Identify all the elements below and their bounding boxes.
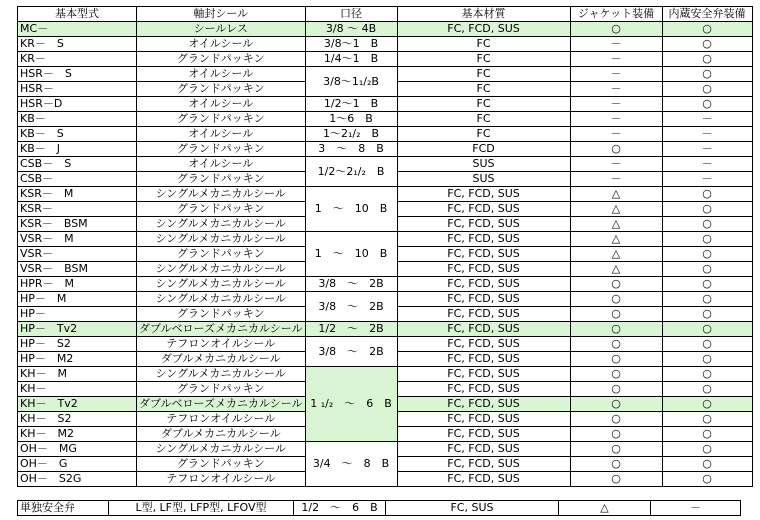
size-cell: 1/4～1 B	[305, 52, 397, 67]
header-size: 口径	[305, 7, 397, 22]
table-row	[18, 112, 753, 127]
seal-cell: グランドパッキン	[137, 52, 306, 67]
material-cell: FC	[397, 52, 570, 67]
model-cell: OH－ S2G	[18, 472, 137, 487]
model-cell: HSR－	[18, 82, 137, 97]
relief-valve-cell: ○	[662, 52, 752, 67]
model-cell: HP－ Tv2	[18, 322, 137, 337]
table-row	[18, 97, 753, 112]
table-row	[18, 37, 753, 52]
relief-valve-cell: ○	[662, 37, 752, 52]
relief-valve-cell: －	[662, 142, 752, 157]
model-cell: HP－ S2	[18, 337, 137, 352]
jacket-cell: ○	[570, 397, 662, 412]
seal-cell: シングルメカニカルシール	[137, 217, 306, 232]
seal-cell: テフロンオイルシール	[137, 337, 306, 352]
seal-cell: グランドパッキン	[137, 382, 306, 397]
relief-valve-cell: －	[662, 127, 752, 142]
relief-valve-cell: ○	[662, 427, 752, 442]
model-cell: KH－ M	[18, 367, 137, 382]
model-cell: KH－	[18, 382, 137, 397]
seal-cell: テフロンオイルシール	[137, 412, 306, 427]
material-cell: FC, FCD, SUS	[397, 232, 570, 247]
standalone-valve-table	[17, 500, 741, 516]
model-cell: VSR－ BSM	[18, 262, 137, 277]
seal-cell: グランドパッキン	[137, 112, 306, 127]
table-row	[18, 157, 753, 172]
relief-valve-cell: ○	[662, 262, 752, 277]
size-cell: 3/8 ～ 2B	[305, 337, 397, 367]
jacket-cell: ○	[570, 442, 662, 457]
relief-valve-cell: ○	[662, 457, 752, 472]
standalone-valve: －	[651, 501, 741, 516]
jacket-cell: －	[570, 82, 662, 97]
seal-cell: テフロンオイルシール	[137, 472, 306, 487]
jacket-cell: ○	[570, 322, 662, 337]
seal-cell: オイルシール	[137, 157, 306, 172]
size-cell: 3/8 ～ 4B	[305, 22, 397, 37]
material-cell: FC	[397, 97, 570, 112]
model-cell: HP－ M	[18, 292, 137, 307]
relief-valve-cell: ○	[662, 292, 752, 307]
material-cell: FC, FCD, SUS	[397, 217, 570, 232]
jacket-cell: ○	[570, 352, 662, 367]
relief-valve-cell: ○	[662, 202, 752, 217]
material-cell: FC, FCD, SUS	[397, 202, 570, 217]
model-cell: VSR－ M	[18, 232, 137, 247]
model-cell: KR－	[18, 52, 137, 67]
jacket-cell: ○	[570, 457, 662, 472]
seal-cell: グランドパッキン	[137, 202, 306, 217]
table-row	[18, 442, 753, 457]
table-row	[18, 52, 753, 67]
relief-valve-cell: ○	[662, 217, 752, 232]
seal-cell: シングルメカニカルシール	[137, 367, 306, 382]
seal-cell: シングルメカニカルシール	[137, 232, 306, 247]
material-cell: FC, FCD, SUS	[397, 382, 570, 397]
model-cell: KR－ S	[18, 37, 137, 52]
relief-valve-cell: ○	[662, 97, 752, 112]
model-cell: OH－ G	[18, 457, 137, 472]
seal-cell: シングルメカニカルシール	[137, 442, 306, 457]
seal-cell: グランドパッキン	[137, 142, 306, 157]
model-cell: MC－	[18, 22, 137, 37]
material-cell: SUS	[397, 157, 570, 172]
relief-valve-cell: ○	[662, 82, 752, 97]
jacket-cell: △	[570, 232, 662, 247]
seal-cell: シングルメカニカルシール	[137, 292, 306, 307]
header-material: 基本材質	[397, 7, 570, 22]
relief-valve-cell: ○	[662, 442, 752, 457]
size-cell: 1～6 B	[305, 112, 397, 127]
relief-valve-cell: －	[662, 172, 752, 187]
size-cell: 3/8～1 B	[305, 37, 397, 52]
relief-valve-cell: ○	[662, 22, 752, 37]
jacket-cell: △	[570, 202, 662, 217]
size-cell: 1/2～2₁/₂ B	[305, 157, 397, 187]
material-cell: FC, FCD, SUS	[397, 187, 570, 202]
model-cell: OH－ MG	[18, 442, 137, 457]
jacket-cell: △	[570, 262, 662, 277]
jacket-cell: ○	[570, 412, 662, 427]
size-cell: 1～2₁/₂ B	[305, 127, 397, 142]
jacket-cell: －	[570, 67, 662, 82]
jacket-cell: ○	[570, 22, 662, 37]
material-cell: FC	[397, 67, 570, 82]
model-cell: HSR－D	[18, 97, 137, 112]
seal-cell: オイルシール	[137, 97, 306, 112]
jacket-cell: ○	[570, 427, 662, 442]
jacket-cell: －	[570, 97, 662, 112]
seal-cell: ダブルベローズメカニカルシール	[137, 397, 306, 412]
material-cell: SUS	[397, 172, 570, 187]
jacket-cell: ○	[570, 277, 662, 292]
relief-valve-cell: ○	[662, 412, 752, 427]
seal-cell: ダブルメカニカルシール	[137, 427, 306, 442]
seal-cell: シングルメカニカルシール	[137, 277, 306, 292]
relief-valve-cell: ○	[662, 397, 752, 412]
material-cell: FC, FCD, SUS	[397, 427, 570, 442]
standalone-valve-row	[18, 501, 741, 516]
material-cell: FC, FCD, SUS	[397, 367, 570, 382]
material-cell: FCD	[397, 142, 570, 157]
header-jacket: ジャケット装備	[570, 7, 662, 22]
size-cell: 1 ～ 10 B	[305, 232, 397, 277]
table-row	[18, 292, 753, 307]
relief-valve-cell: ○	[662, 187, 752, 202]
table-row	[18, 337, 753, 352]
table-row	[18, 187, 753, 202]
table-row	[18, 67, 753, 82]
model-cell: CSB－ S	[18, 157, 137, 172]
jacket-cell: ○	[570, 472, 662, 487]
seal-cell: オイルシール	[137, 37, 306, 52]
material-cell: FC, FCD, SUS	[397, 412, 570, 427]
seal-cell: グランドパッキン	[137, 457, 306, 472]
table-row	[18, 277, 753, 292]
material-cell: FC	[397, 37, 570, 52]
material-cell: FC, FCD, SUS	[397, 247, 570, 262]
size-cell: 1 ₁/₂ ～ 6 B	[305, 367, 397, 442]
relief-valve-cell: ○	[662, 382, 752, 397]
model-cell: CSB－	[18, 172, 137, 187]
relief-valve-cell: ○	[662, 337, 752, 352]
seal-cell: グランドパッキン	[137, 247, 306, 262]
jacket-cell: －	[570, 157, 662, 172]
model-cell: KSR－ M	[18, 187, 137, 202]
size-cell: 3/8 ～ 2B	[305, 277, 397, 292]
model-cell: HSR－ S	[18, 67, 137, 82]
material-cell: FC, FCD, SUS	[397, 292, 570, 307]
jacket-cell: △	[570, 217, 662, 232]
seal-cell: ダブルメカニカルシール	[137, 352, 306, 367]
material-cell: FC, FCD, SUS	[397, 457, 570, 472]
size-cell: 1/2～1 B	[305, 97, 397, 112]
seal-cell: シングルメカニカルシール	[137, 262, 306, 277]
model-cell: KH－ Tv2	[18, 397, 137, 412]
table-row	[18, 22, 753, 37]
jacket-cell: －	[570, 172, 662, 187]
header-relief-valve: 内蔵安全弁装備	[662, 7, 752, 22]
jacket-cell: △	[570, 187, 662, 202]
size-cell: 1 ～ 10 B	[305, 187, 397, 232]
model-cell: HPR－ M	[18, 277, 137, 292]
jacket-cell: －	[570, 112, 662, 127]
standalone-material: FC, SUS	[386, 501, 559, 516]
relief-valve-cell: ○	[662, 232, 752, 247]
jacket-cell: ○	[570, 292, 662, 307]
model-cell: HP－	[18, 307, 137, 322]
table-row	[18, 127, 753, 142]
relief-valve-cell: ○	[662, 352, 752, 367]
header-model: 基本型式	[18, 7, 137, 22]
jacket-cell: －	[570, 127, 662, 142]
header-seal: 軸封シール	[137, 7, 306, 22]
table-row	[18, 232, 753, 247]
material-cell: FC, FCD, SUS	[397, 472, 570, 487]
relief-valve-cell: －	[662, 157, 752, 172]
model-cell: KB－	[18, 112, 137, 127]
model-cell: HP－ M2	[18, 352, 137, 367]
relief-valve-cell: ○	[662, 307, 752, 322]
model-cell: KSR－ BSM	[18, 217, 137, 232]
seal-cell: グランドパッキン	[137, 307, 306, 322]
standalone-model: 単独安全弁	[18, 501, 109, 516]
relief-valve-cell: ○	[662, 322, 752, 337]
jacket-cell: ○	[570, 307, 662, 322]
seal-cell: グランドパッキン	[137, 82, 306, 97]
model-cell: KB－ S	[18, 127, 137, 142]
relief-valve-cell: ○	[662, 277, 752, 292]
model-cell: KSR－	[18, 202, 137, 217]
material-cell: FC	[397, 112, 570, 127]
size-cell: 3/4 ～ 8 B	[305, 442, 397, 487]
material-cell: FC, FCD, SUS	[397, 22, 570, 37]
material-cell: FC, FCD, SUS	[397, 322, 570, 337]
seal-cell: オイルシール	[137, 127, 306, 142]
size-cell: 3/8～1₁/₂B	[305, 67, 397, 97]
relief-valve-cell: ○	[662, 247, 752, 262]
model-cell: KB－ J	[18, 142, 137, 157]
material-cell: FC, FCD, SUS	[397, 277, 570, 292]
seal-cell: グランドパッキン	[137, 172, 306, 187]
pump-spec-table	[17, 6, 753, 487]
material-cell: FC, FCD, SUS	[397, 397, 570, 412]
size-cell: 3/8 ～ 2B	[305, 292, 397, 322]
table-row	[18, 322, 753, 337]
jacket-cell: △	[570, 247, 662, 262]
standalone-jacket: △	[559, 501, 651, 516]
jacket-cell: ○	[570, 142, 662, 157]
header-row	[18, 7, 753, 22]
jacket-cell: －	[570, 52, 662, 67]
relief-valve-cell: ○	[662, 472, 752, 487]
size-cell: 1/2 ～ 2B	[305, 322, 397, 337]
model-cell: VSR－	[18, 247, 137, 262]
material-cell: FC	[397, 127, 570, 142]
seal-cell: シングルメカニカルシール	[137, 187, 306, 202]
seal-cell: シールレス	[137, 22, 306, 37]
material-cell: FC, FCD, SUS	[397, 352, 570, 367]
model-cell: KH－ M2	[18, 427, 137, 442]
standalone-types: L型, LF型, LFP型, LFOV型	[109, 501, 294, 516]
seal-cell: ダブルベローズメカニカルシール	[137, 322, 306, 337]
jacket-cell: ○	[570, 367, 662, 382]
relief-valve-cell: －	[662, 112, 752, 127]
jacket-cell: ○	[570, 337, 662, 352]
jacket-cell: ○	[570, 382, 662, 397]
material-cell: FC, FCD, SUS	[397, 262, 570, 277]
standalone-size: 1/2 ～ 6 B	[294, 501, 386, 516]
material-cell: FC	[397, 82, 570, 97]
table-row	[18, 367, 753, 382]
model-cell: KH－ S2	[18, 412, 137, 427]
seal-cell: オイルシール	[137, 67, 306, 82]
material-cell: FC, FCD, SUS	[397, 337, 570, 352]
size-cell: 3 ～ 8 B	[305, 142, 397, 157]
spec-body	[18, 22, 753, 487]
material-cell: FC, FCD, SUS	[397, 442, 570, 457]
relief-valve-cell: ○	[662, 67, 752, 82]
table-row	[18, 142, 753, 157]
material-cell: FC, FCD, SUS	[397, 307, 570, 322]
relief-valve-cell: ○	[662, 367, 752, 382]
jacket-cell: －	[570, 37, 662, 52]
